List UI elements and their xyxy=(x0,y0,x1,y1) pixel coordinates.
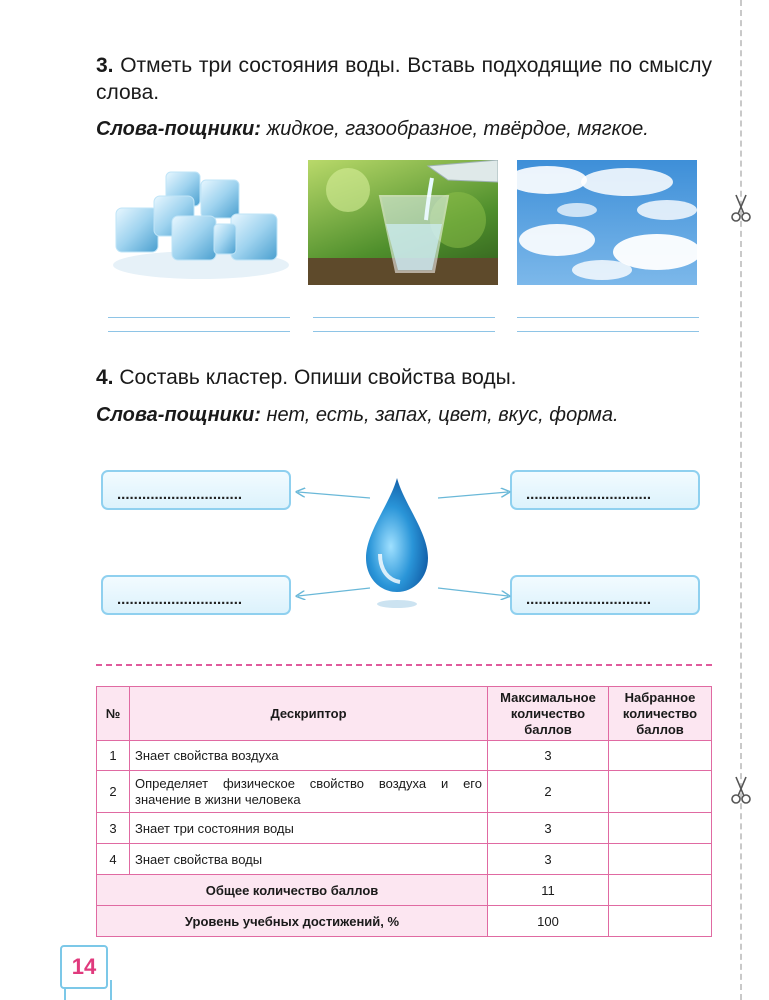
cluster-box-top-left[interactable]: .............................. xyxy=(101,470,291,510)
header-num: № xyxy=(97,687,130,741)
row-max: 2 xyxy=(488,771,609,813)
row-descriptor: Определяет физическое свойство воздуха и его значение в жизни человека xyxy=(130,771,488,813)
answer-line[interactable] xyxy=(108,331,290,332)
answer-line[interactable] xyxy=(517,317,699,318)
task3-helper xyxy=(96,118,649,141)
row-max: 3 xyxy=(488,741,609,771)
row-earned-cell[interactable] xyxy=(609,844,712,875)
header-earned: Набранное количество баллов xyxy=(609,687,712,741)
row-max: 3 xyxy=(488,844,609,875)
row-descriptor: Знает свойства воздуха xyxy=(130,741,488,771)
level-label: Уровень учебных достижений, % xyxy=(97,906,488,937)
row-earned-cell[interactable] xyxy=(609,741,712,771)
task3-helper-label: Слова-пощники: xyxy=(96,118,261,140)
total-row xyxy=(97,875,712,906)
row-num: 4 xyxy=(97,844,130,875)
level-earned-cell[interactable] xyxy=(609,906,712,937)
total-label: Общее количество баллов xyxy=(97,875,488,906)
level-row xyxy=(97,906,712,937)
answer-line[interactable] xyxy=(313,331,495,332)
scissors-icon xyxy=(728,193,754,223)
table-row xyxy=(97,771,712,813)
section-divider xyxy=(96,664,712,666)
row-descriptor: Знает три состояния воды xyxy=(130,813,488,844)
row-num: 3 xyxy=(97,813,130,844)
table-row xyxy=(97,844,712,875)
table-row xyxy=(97,741,712,771)
cluster-box-top-right[interactable]: .............................. xyxy=(510,470,700,510)
row-descriptor: Знает свойства воды xyxy=(130,844,488,875)
row-max: 3 xyxy=(488,813,609,844)
task3-heading xyxy=(96,52,712,106)
header-max: Максимальное количество баллов xyxy=(488,687,609,741)
ice-cubes-image xyxy=(106,160,290,285)
total-earned-cell[interactable] xyxy=(609,875,712,906)
cut-line xyxy=(740,0,742,1000)
cluster-box-bottom-left[interactable]: .............................. xyxy=(101,575,291,615)
task4-helper xyxy=(96,404,619,427)
water-glass-image xyxy=(308,160,498,285)
row-num: 2 xyxy=(97,771,130,813)
row-num: 1 xyxy=(97,741,130,771)
answer-line[interactable] xyxy=(108,317,290,318)
task4-text: Составь кластер. Опиши свойства воды. xyxy=(119,366,517,389)
rubric-table xyxy=(96,686,712,937)
task3-number: 3. xyxy=(96,54,114,77)
table-row xyxy=(97,813,712,844)
answer-line[interactable] xyxy=(517,331,699,332)
water-drop-icon xyxy=(362,474,432,610)
task4-helper-words: нет, есть, запах, цвет, вкус, форма. xyxy=(266,404,619,426)
scissors-icon xyxy=(728,775,754,805)
row-earned-cell[interactable] xyxy=(609,771,712,813)
clouds-sky-image xyxy=(517,160,697,285)
level-value: 100 xyxy=(488,906,609,937)
task3-text: Отметь три состояния воды. Вставь подходящие по смыслу слова. xyxy=(96,54,712,104)
page-number: 14 xyxy=(60,945,108,989)
cluster-box-bottom-right[interactable]: .............................. xyxy=(510,575,700,615)
task3-helper-words: жидкое, газообразное, твёрдое, мягкое. xyxy=(266,118,649,140)
task4-number: 4. xyxy=(96,366,114,389)
task4-heading xyxy=(96,364,517,391)
task4-helper-label: Слова-пощники: xyxy=(96,404,261,426)
total-value: 11 xyxy=(488,875,609,906)
header-descriptor: Дескриптор xyxy=(130,687,488,741)
answer-line[interactable] xyxy=(313,317,495,318)
row-earned-cell[interactable] xyxy=(609,813,712,844)
